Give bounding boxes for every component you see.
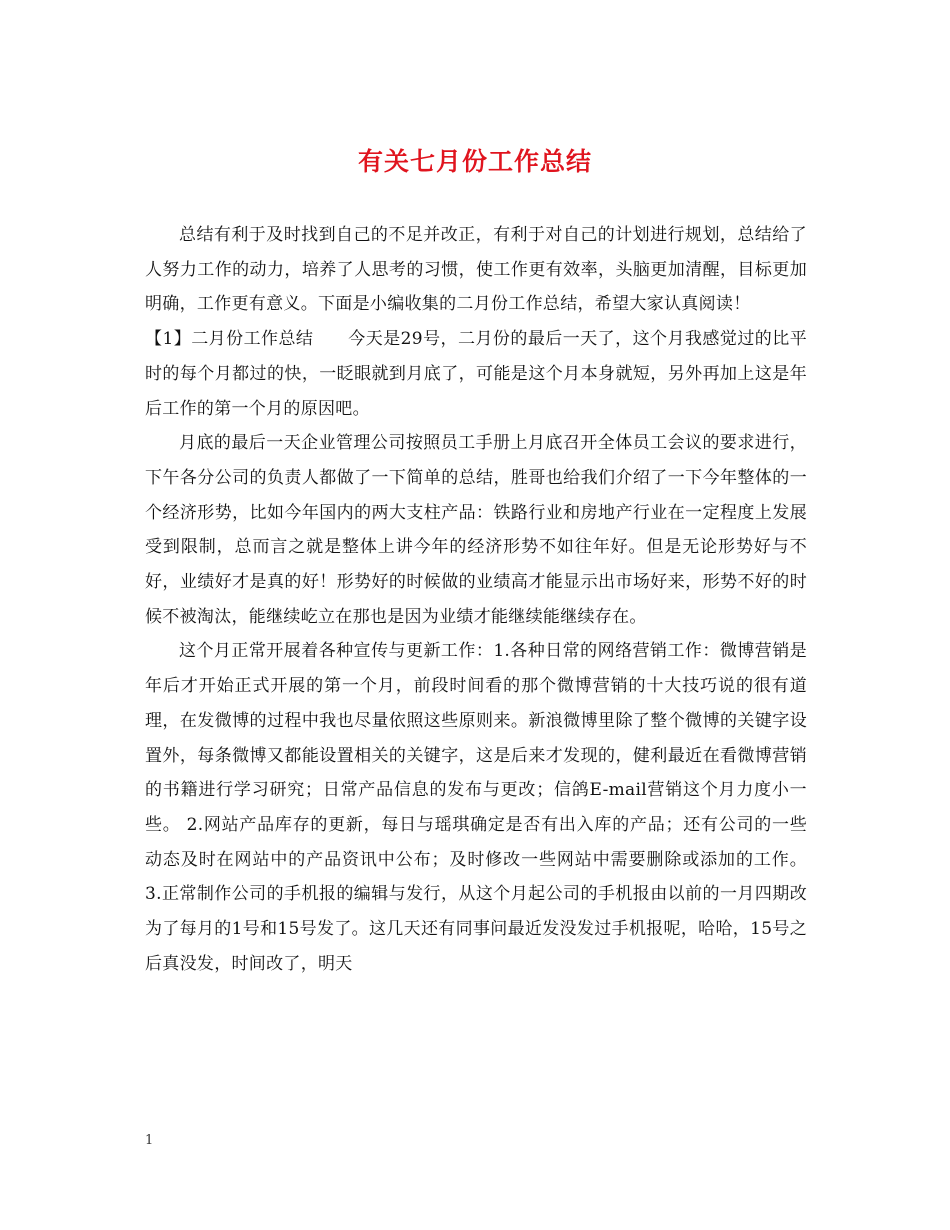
paragraph-work-items: 这个月正常开展着各种宣传与更新工作：1.各种日常的网络营销工作：微博营销是年后才开始正式开展的第一个月，前段时间看的那个微博营销的十大技巧说的很有道理，在发微博的过程中我也尽量依照这些原则来。新浪微博里除了整个微博的关键字设置外，每条微博又都能设置相关的关键字，这是后来才发现的，健利最近在看微博营销的书籍进行学习研究；日常产品信息的发布与更改；信鸽E-mail营销这个月力度小一些。 2.网站产品库存的更新，每日与瑶琪确定是否有出入库的产品；还有公司的一些动态及时在网站中的产品资讯中公布；及时修改一些网站中需要删除或添加的工作。 3.正常制作公司的手机报的编辑与发行，从这个月起公司的手机报由以前的一月四期改为了每月的1号和15号发了。这几天还有同事问最近发没发过手机报呢，哈哈，15号之后真没发，时间改了，明天 [145, 641, 807, 974]
paragraph-section-1: 【1】二月份工作总结 今天是29号，二月份的最后一天了，这个月我感觉过的比平时的每个月都过的快，一眨眼就到月底了，可能是这个月本身就短，另外再加上这是年后工作的第一个月的原因吧。 [145, 329, 807, 419]
document-title: 有关七月份工作总结 [357, 147, 592, 176]
paragraph-month-end-meeting: 月底的最后一天企业管理公司按照员工手册上月底召开全体员工会议的要求进行，下午各分公司的负责人都做了一下简单的总结，胜哥也给我们介绍了一下今年整体的一个经济形势，比如今年国内的两大支柱产品：铁路行业和房地产行业在一定程度上发展受到限制，总而言之就是整体上讲今年的经济形势不如往年好。但是无论形势好与不好，业绩好才是真的好！形势好的时候做的业绩高才能显示出市场好来，形势不好的时候不被淘汰，能继续屹立在那也是因为业绩才能继续能继续存在。 [145, 433, 807, 627]
paragraph-intro: 总结有利于及时找到自己的不足并改正，有利于对自己的计划进行规划，总结给了人努力工作的动力，培养了人思考的习惯，使工作更有效率，头脑更加清醒，目标更加明确，工作更有意义。下面是小编收集的二月份工作总结，希望大家认真阅读！ [145, 225, 807, 315]
document-body [145, 218, 807, 981]
page-number: 1 [145, 1133, 154, 1148]
